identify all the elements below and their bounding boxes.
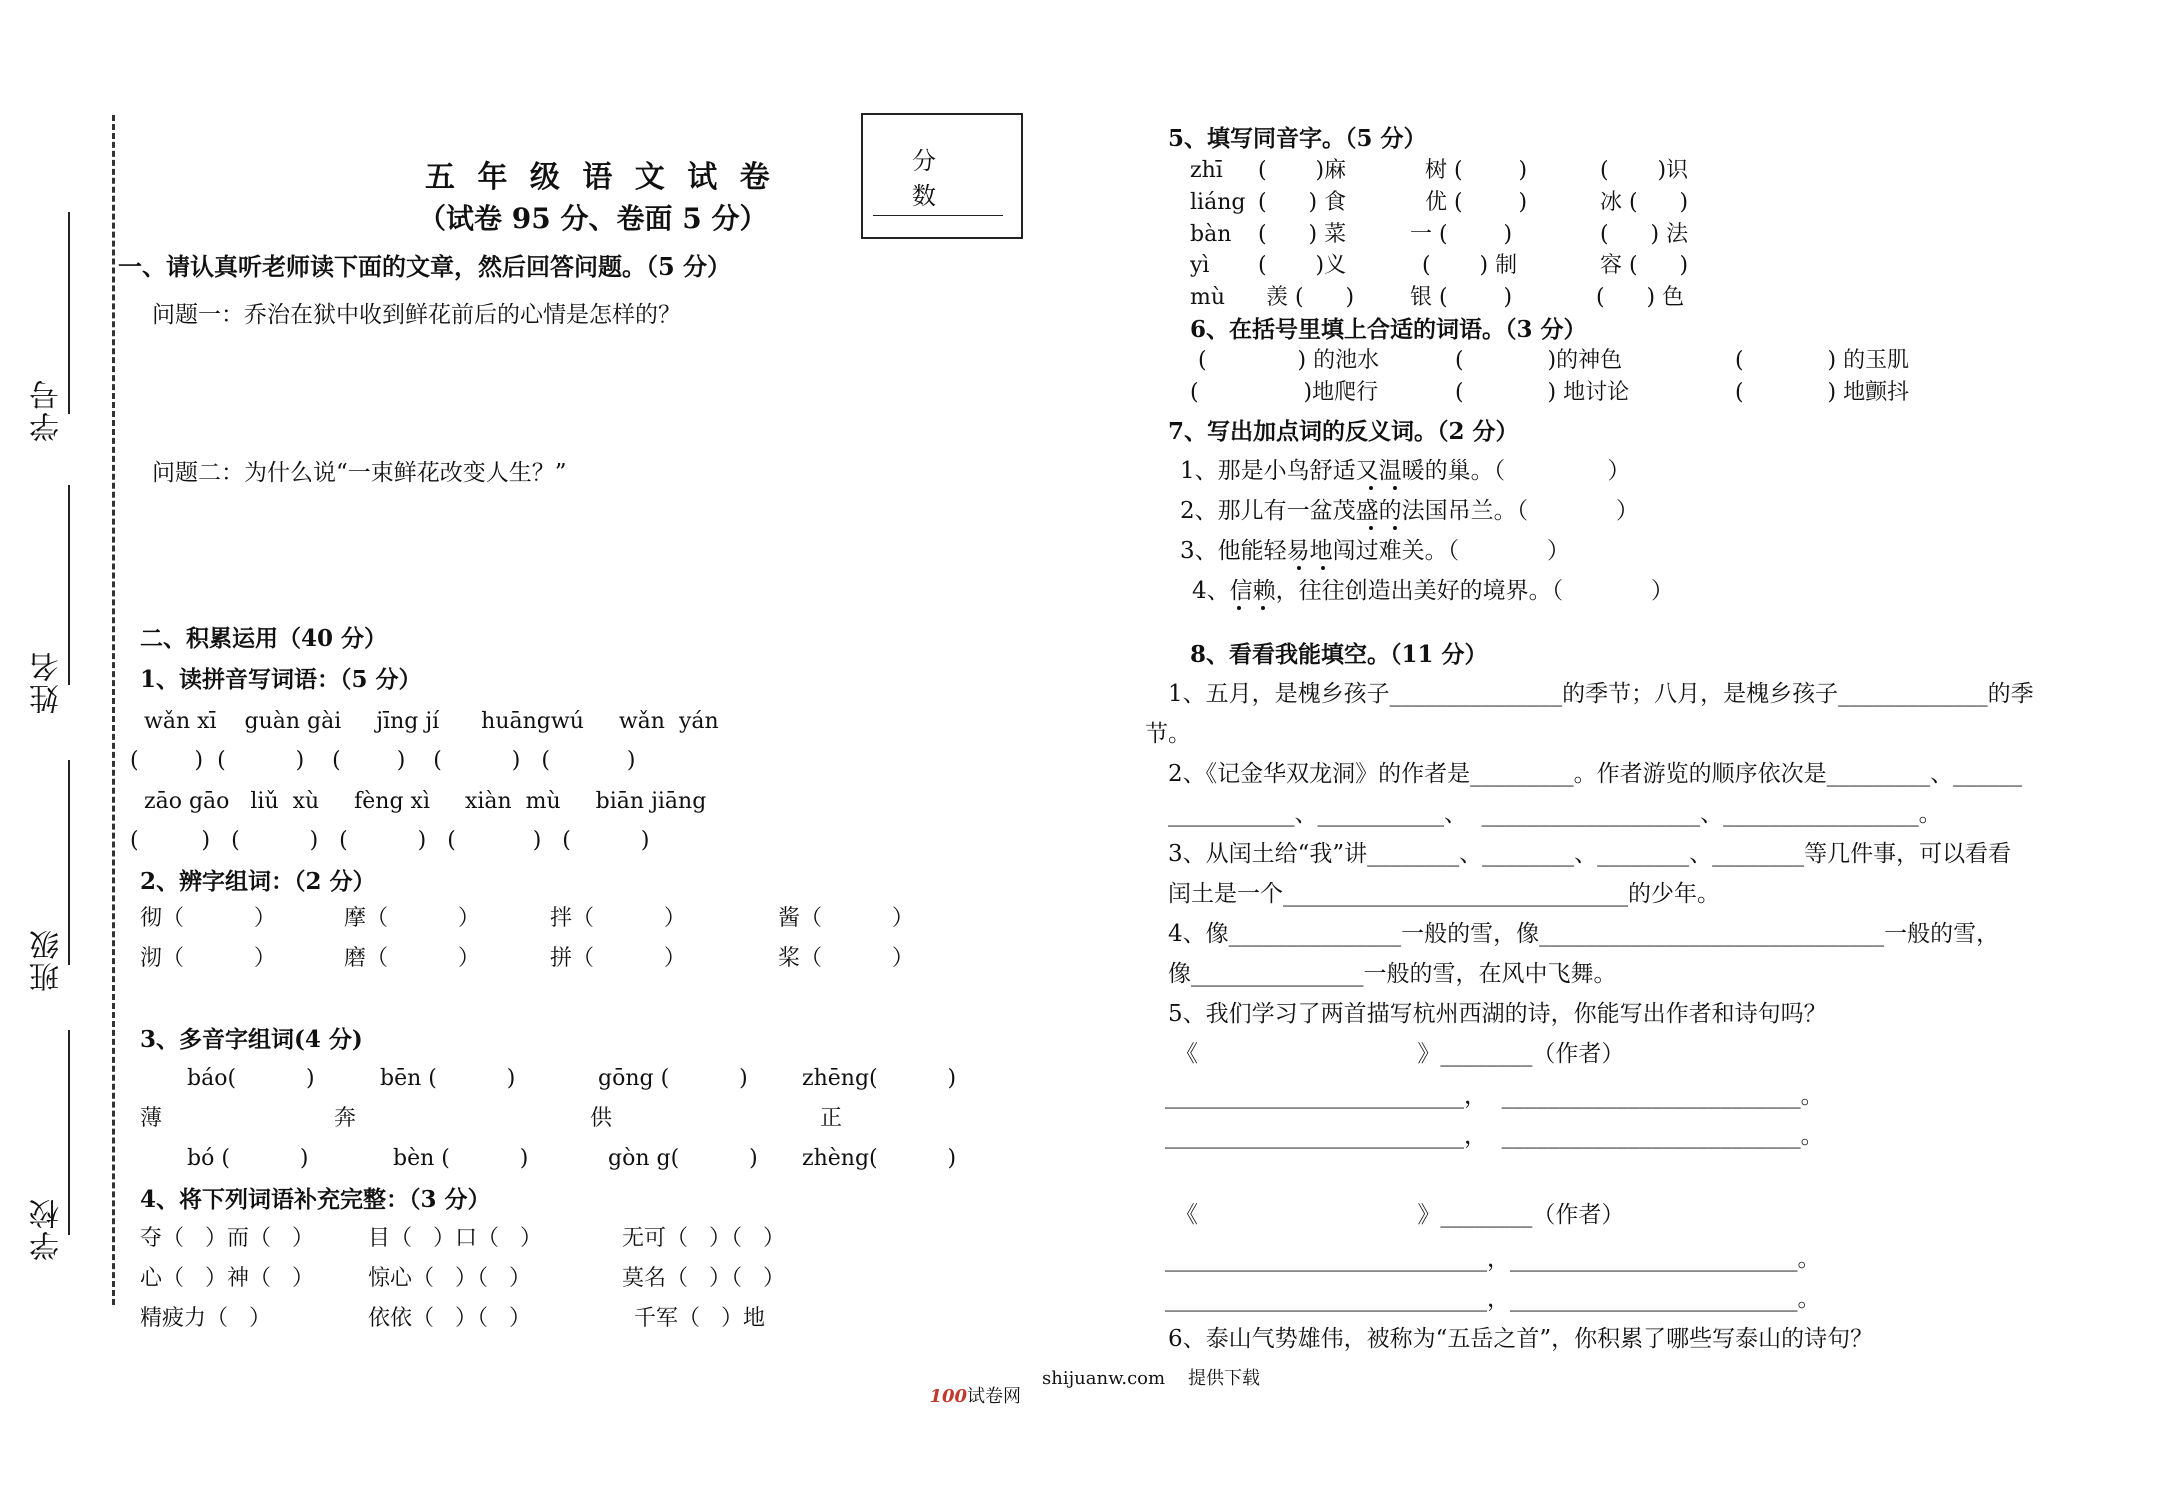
- r-q5-pinyin: yì: [1190, 253, 1210, 278]
- label-name: 姓名: [30, 650, 65, 714]
- name-line[interactable]: [68, 485, 70, 685]
- footer-note: 提供下载: [1188, 1368, 1260, 1389]
- s2-q3-item[interactable]: bēn ( ): [380, 1066, 516, 1091]
- s2-q3-char: 供: [590, 1106, 613, 1131]
- s2-q4-item[interactable]: 莫名（ ）（ ）: [622, 1266, 785, 1291]
- s2-q3-item[interactable]: gòn g( ): [608, 1146, 758, 1171]
- r-q6-item[interactable]: ( ) 地讨论: [1455, 380, 1630, 405]
- s2-q3-item[interactable]: bèn ( ): [393, 1146, 529, 1171]
- r-q5-blank[interactable]: ( )麻: [1258, 158, 1347, 183]
- section1-q2: 问题二：为什么说“一束鲜花改变人生？”: [152, 460, 567, 486]
- emphasis-dot: [1297, 566, 1301, 570]
- s2-q4-item[interactable]: 无可（ ）（ ）: [622, 1226, 785, 1251]
- exam-subtitle: （试卷 95 分、卷面 5 分）: [418, 202, 768, 235]
- r-q6-item[interactable]: ( ) 的玉肌: [1735, 348, 1910, 373]
- r-q8-line: 5、我们学习了两首描写杭州西湖的诗，你能写出作者和诗句吗？: [1168, 1001, 1827, 1027]
- section2-heading: 二、积累运用（40 分）: [140, 625, 388, 652]
- r-q8-line[interactable]: 4、像_______________一般的雪，像______________________________一般的雪，: [1168, 921, 2000, 947]
- r-q5-blank[interactable]: 优 ( ): [1425, 190, 1528, 215]
- s2-q3-item[interactable]: zhèng( ): [802, 1146, 957, 1171]
- s2-q2-item[interactable]: 拌（ ）: [550, 906, 686, 931]
- class-line[interactable]: [68, 760, 70, 965]
- r-q8-line[interactable]: ___________、___________、 ___________________、_________________。: [1168, 801, 1942, 827]
- s2-q3-item[interactable]: bó ( ): [187, 1146, 309, 1171]
- s2-q3-item[interactable]: zhēng( ): [802, 1066, 957, 1091]
- emphasis-dot: [1369, 526, 1373, 530]
- footer-logo: 100: [929, 1386, 968, 1407]
- r-q5-blank[interactable]: 冰 ( ): [1600, 190, 1689, 215]
- r-q8-poem-line[interactable]: __________________________， __________________________。: [1165, 1123, 1824, 1149]
- r-q5-blank[interactable]: ( ) 色: [1596, 285, 1685, 310]
- exam-title: 五 年 级 语 文 试 卷: [425, 160, 776, 195]
- r-q5-blank[interactable]: 容 ( ): [1600, 253, 1689, 278]
- binding-dashed-line: [112, 115, 115, 1305]
- r-q7-item[interactable]: 4、信赖，往往创造出美好的境界。（ ）: [1192, 578, 1674, 604]
- emphasis-dot: [1261, 606, 1265, 610]
- r-q5-blank[interactable]: ( ) 制: [1422, 253, 1518, 278]
- r-q8-heading: 8、看看我能填空。（11 分）: [1190, 641, 1488, 668]
- r-q6-item[interactable]: ( )的神色: [1455, 348, 1623, 373]
- r-q8-line[interactable]: 2、《记金华双龙洞》的作者是_________。作者游览的顺序依次是_________、______: [1168, 761, 2023, 787]
- s2-q4-item[interactable]: 心（ ）神（ ）: [140, 1266, 314, 1291]
- r-q8-line[interactable]: 闰土是一个______________________________的少年。: [1168, 881, 1720, 907]
- r-q5-blank[interactable]: ( ) 菜: [1258, 222, 1347, 247]
- r-q7-item[interactable]: 1、那是小鸟舒适又温暖的巢。（ ）: [1180, 458, 1631, 484]
- s2-q2-item[interactable]: 拼（ ）: [550, 946, 686, 971]
- s2-q1-pinyin-row1: wǎn xī guàn gài jīng jí huāngwú wǎn yán: [144, 709, 719, 734]
- r-q7-item[interactable]: 2、那儿有一盆茂盛的法国吊兰。（ ）: [1180, 498, 1639, 524]
- s2-q2-item[interactable]: 彻（ ）: [140, 906, 276, 931]
- r-q6-item[interactable]: ( ) 的池水: [1198, 348, 1380, 373]
- s2-q1-pinyin-row2: zāo gāo liǔ xù fèng xì xiàn mù biān jiāng: [144, 789, 707, 814]
- r-q8-poem-line[interactable]: __________________________， __________________________。: [1165, 1083, 1824, 1109]
- emphasis-dot: [1393, 526, 1397, 530]
- s2-q1-blanks-row2[interactable]: ( ) ( ) ( ) ( ) ( ): [130, 828, 650, 853]
- r-q7-heading: 7、写出加点词的反义词。（2 分）: [1168, 418, 1519, 445]
- s2-q4-item[interactable]: 依依（ ）（ ）: [368, 1306, 531, 1331]
- s2-q3-item[interactable]: báo( ): [187, 1066, 315, 1091]
- s2-q3-char: 薄: [140, 1106, 163, 1131]
- s2-q4-item[interactable]: 惊心（ ）（ ）: [368, 1266, 531, 1291]
- s2-q2-item[interactable]: 酱（ ）: [778, 906, 914, 931]
- r-q5-heading: 5、填写同音字。（5 分）: [1168, 125, 1427, 152]
- s2-q4-item[interactable]: 千军（ ）地: [634, 1306, 765, 1331]
- s2-q4-heading: 4、将下列词语补充完整：（3 分）: [140, 1186, 491, 1213]
- s2-q2-heading: 2、辨字组词：（2 分）: [140, 868, 376, 895]
- r-q8-line[interactable]: 3、从闰土给“我”讲________、________、________、________等几件事，可以看看: [1168, 841, 2012, 867]
- r-q8-poem-title[interactable]: 《 》________（作者）: [1175, 1202, 1625, 1228]
- r-q8-line[interactable]: 像_______________一般的雪，在风中飞舞。: [1168, 961, 1617, 987]
- r-q5-blank[interactable]: 银 ( ): [1410, 285, 1513, 310]
- s2-q2-item[interactable]: 摩（ ）: [344, 906, 480, 931]
- section1-q1: 问题一：乔治在狱中收到鲜花前后的心情是怎样的？: [152, 302, 681, 328]
- footer: [918, 1370, 1021, 1406]
- r-q5-pinyin: liáng: [1190, 190, 1246, 215]
- r-q8-line: 节。: [1145, 721, 1191, 747]
- r-q8-poem-line[interactable]: ____________________________，_________________________。: [1165, 1286, 1821, 1312]
- r-q6-heading: 6、在括号里填上合适的词语。（3 分）: [1190, 316, 1587, 343]
- label-class: 班级: [30, 928, 65, 992]
- r-q5-blank[interactable]: ( )识: [1600, 158, 1689, 183]
- s2-q4-item[interactable]: 精疲力（ ）: [140, 1306, 271, 1331]
- r-q5-blank[interactable]: 树 ( ): [1425, 158, 1528, 183]
- s2-q3-char: 奔: [334, 1106, 357, 1131]
- r-q8-poem-title[interactable]: 《 》________（作者）: [1175, 1041, 1625, 1067]
- s2-q3-char: 正: [820, 1106, 843, 1131]
- r-q5-blank[interactable]: ( ) 法: [1600, 222, 1689, 247]
- r-q5-blank[interactable]: 羡 ( ): [1266, 285, 1355, 310]
- r-q8-line[interactable]: 1、五月，是槐乡孩子_______________的季节；八月，是槐乡孩子_____________的季: [1168, 681, 2034, 707]
- s2-q3-item[interactable]: gōng ( ): [598, 1066, 748, 1091]
- s2-q4-item[interactable]: 夺（ ）而（ ）: [140, 1226, 314, 1251]
- student-id-line[interactable]: [68, 212, 70, 414]
- r-q6-item[interactable]: ( ) 地颤抖: [1735, 380, 1910, 405]
- s2-q2-item[interactable]: 桨（ ）: [778, 946, 914, 971]
- r-q5-blank[interactable]: ( )义: [1258, 253, 1347, 278]
- emphasis-dot: [1321, 566, 1325, 570]
- score-box[interactable]: [861, 113, 1023, 239]
- s2-q1-blanks-row1[interactable]: ( ) ( ) ( ) ( ) ( ): [130, 748, 636, 773]
- emphasis-dot: [1237, 606, 1241, 610]
- r-q8-line: 6、泰山气势雄伟，被称为“五岳之首”，你积累了哪些写泰山的诗句？: [1168, 1326, 1874, 1352]
- r-q5-blank[interactable]: ( ) 食: [1258, 190, 1347, 215]
- s2-q1-heading: 1、读拼音写词语：（5 分）: [140, 666, 422, 693]
- score-label: 分 数: [873, 141, 1003, 216]
- footer-site-name: 试卷网: [967, 1386, 1022, 1407]
- section1-heading: 一、请认真听老师读下面的文章，然后回答问题。（5 分）: [118, 252, 732, 281]
- emphasis-dot: [1393, 486, 1397, 490]
- r-q6-item[interactable]: ( )地爬行: [1190, 380, 1379, 405]
- emphasis-dot: [1369, 486, 1373, 490]
- r-q7-item[interactable]: 3、他能轻易地闯过难关。（ ）: [1180, 538, 1570, 564]
- label-school: 学校: [30, 1197, 65, 1261]
- footer-domain[interactable]: shijuanw.com: [1042, 1368, 1166, 1389]
- r-q5-pinyin: bàn: [1190, 222, 1232, 247]
- s2-q2-item[interactable]: 沏（ ）: [140, 946, 276, 971]
- r-q5-pinyin: zhī: [1190, 158, 1223, 183]
- label-student-id: 学号: [30, 378, 65, 442]
- r-q8-poem-line[interactable]: ____________________________，_________________________。: [1165, 1246, 1821, 1272]
- s2-q3-heading: 3、多音字组词(4 分): [140, 1026, 363, 1053]
- school-line[interactable]: [68, 1030, 70, 1235]
- r-q5-pinyin: mù: [1190, 285, 1226, 310]
- s2-q4-item[interactable]: 目（ ）口（ ）: [368, 1226, 542, 1251]
- s2-q2-item[interactable]: 磨（ ）: [344, 946, 480, 971]
- r-q5-blank[interactable]: 一 ( ): [1410, 222, 1513, 247]
